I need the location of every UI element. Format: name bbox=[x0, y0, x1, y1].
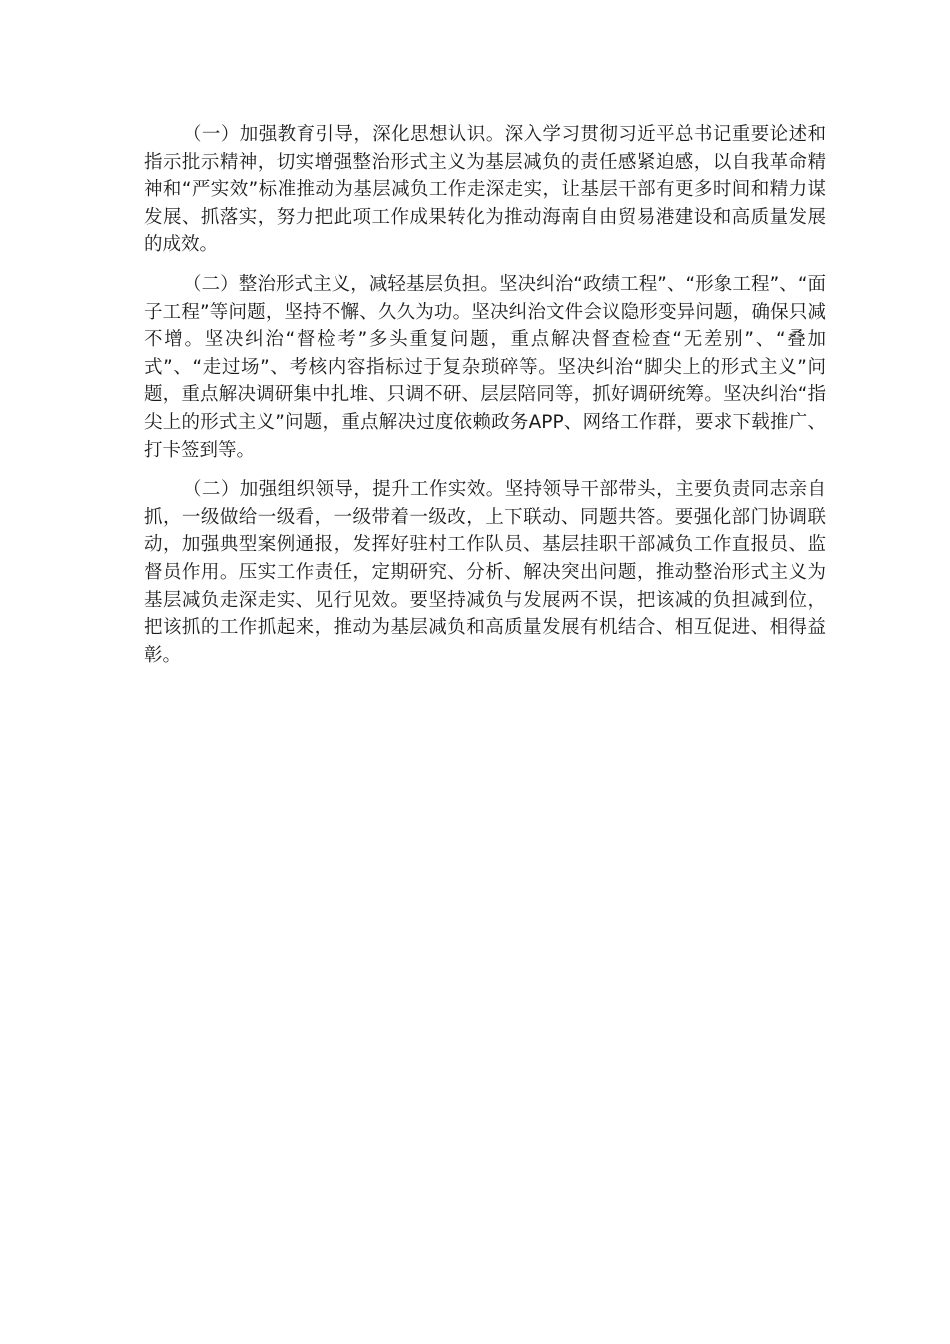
paragraph-organizational-leadership: （二）加强组织领导，提升工作实效。坚持领导干部带头，主要负责同志亲自抓，一级做给一级看，一级带着一级改，上下联动、同题共答。要强化部门协调联动，加强典型案例通报，发挥好驻村工作队员、基层挂职干部减负工作直报员、监督员作用。压实工作责任，定期研究、分析、解决突出问题，推动整治形式主义为基层减负走深走实、见行见效。要坚持减负与发展两不误，把该减的负担减到位，把该抓的工作抓起来，推动为基层减负和高质量发展有机结合、相互促进、相得益彰。 bbox=[144, 479, 826, 666]
paragraph-rectify-formalism: （二）整治形式主义，减轻基层负担。坚决纠治“政绩工程”、“形象工程”、“面子工程”等问题，坚持不懈、久久为功。坚决纠治文件会议隐形变异问题，确保只减不增。坚决纠治“督检考”多头重复问题，重点解决督查检查“无差别”、“叠加式”、“走过场”、考核内容指标过于复杂琐碎等。坚决纠治“脚尖上的形式主义”问题，重点解决调研集中扎堆、只调不研、层层陪同等，抓好调研统筹。坚决纠治“指尖上的形式主义”问题，重点解决过度依赖政务APP、网络工作群，要求下载推广、打卡签到等。 bbox=[144, 273, 826, 461]
document-body bbox=[144, 121, 826, 681]
paragraph-education-guidance: （一）加强教育引导，深化思想认识。深入学习贯彻习近平总书记重要论述和指示批示精神，切实增强整治形式主义为基层减负的责任感紧迫感，以自我革命精神和“严实效”标准推动为基层减负工作走深走实，让基层干部有更多时间和精力谋发展、抓落实，努力把此项工作成果转化为推动海南自由贸易港建设和高质量发展的成效。 bbox=[144, 124, 826, 256]
